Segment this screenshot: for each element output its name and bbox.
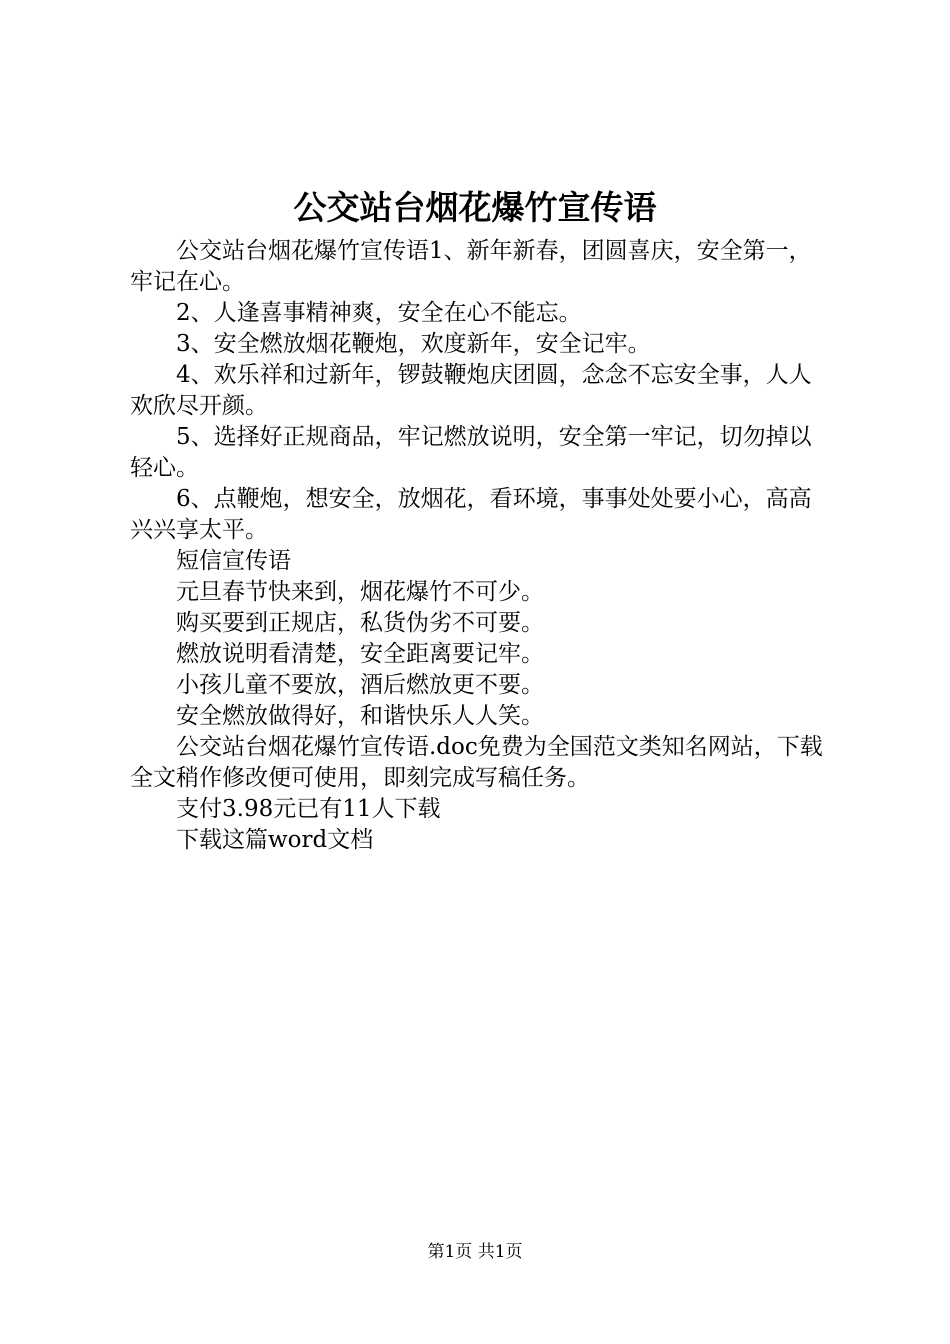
paragraph-slogan-3: 3、安全燃放烟花鞭炮，欢度新年，安全记牢。 <box>176 331 651 357</box>
sms-line-5: 安全燃放做得好，和谐快乐人人笑。 <box>176 703 544 729</box>
paragraph-slogan-6: 6、点鞭炮，想安全，放烟花，看环境，事事处处要小心，高高兴兴享太平。 <box>130 486 812 543</box>
paragraph-doc-notice: 公交站台烟花爆竹宣传语.doc免费为全国范文类知名网站，下载全文稍作修改便可使用，即刻完成写稿任务。 <box>130 734 823 791</box>
page-number-footer: 第1页 共1页 <box>427 1242 523 1262</box>
document-title: 公交站台烟花爆竹宣传语 <box>293 188 657 227</box>
document-body <box>130 236 830 856</box>
sms-line-1: 元旦春节快来到，烟花爆竹不可少。 <box>176 579 544 605</box>
sms-line-4: 小孩儿童不要放，酒后燃放更不要。 <box>176 672 544 698</box>
payment-info: 支付3.98元已有11人下载 <box>176 796 441 822</box>
paragraph-slogan-5: 5、选择好正规商品，牢记燃放说明，安全第一牢记，切勿掉以轻心。 <box>130 424 812 481</box>
download-word-link[interactable]: 下载这篇word文档 <box>176 827 374 853</box>
sms-line-2: 购买要到正规店，私货伪劣不可要。 <box>176 610 544 636</box>
section-heading-sms: 短信宣传语 <box>176 548 291 574</box>
paragraph-intro-slogan-1: 公交站台烟花爆竹宣传语1、新年新春，团圆喜庆，安全第一，牢记在心。 <box>130 238 812 295</box>
sms-line-3: 燃放说明看清楚，安全距离要记牢。 <box>176 641 544 667</box>
paragraph-slogan-4: 4、欢乐祥和过新年，锣鼓鞭炮庆团圆，念念不忘安全事，人人欢欣尽开颜。 <box>130 362 812 419</box>
paragraph-slogan-2: 2、人逢喜事精神爽，安全在心不能忘。 <box>176 300 582 326</box>
